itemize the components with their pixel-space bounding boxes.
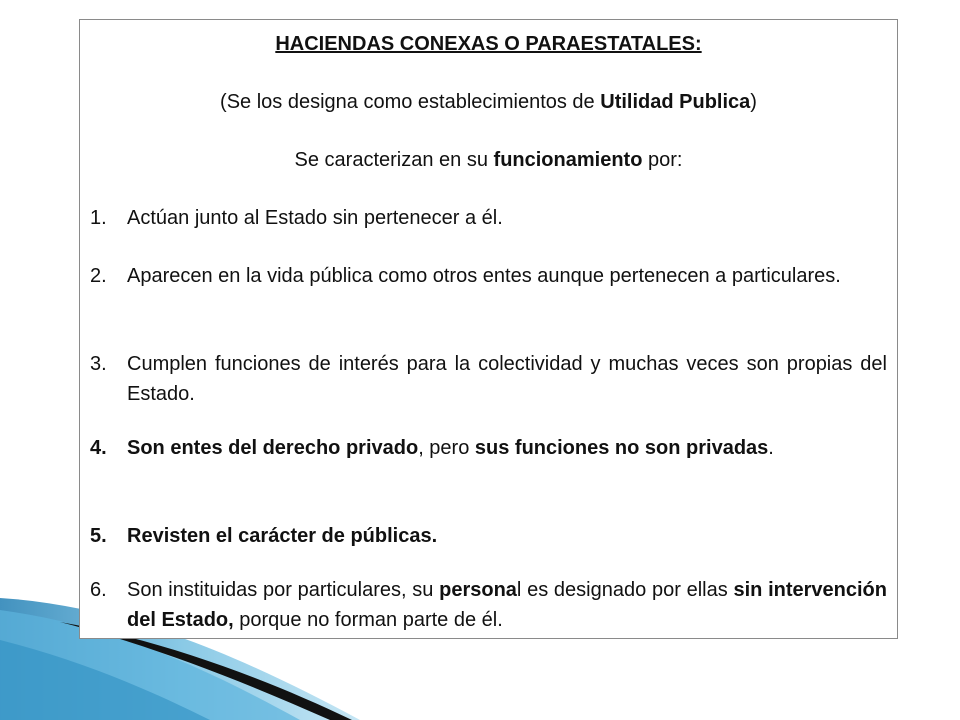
item-number: 3. xyxy=(90,353,107,375)
item-number: 1. xyxy=(90,207,107,229)
item-bold-text: sus funciones no son privadas xyxy=(474,437,769,459)
item-bold-text: Son entes del derecho privado xyxy=(127,437,419,459)
item-text: Aparecen en la vida pública como otros entes aunque pertenecen a particulares. xyxy=(127,265,841,287)
intro-text: Se caracterizan en su xyxy=(294,149,494,171)
item-number: 5. xyxy=(90,525,107,547)
page-title: HACIENDAS CONEXAS O PARAESTATALES: xyxy=(275,33,702,55)
intro-line xyxy=(80,145,897,175)
list-item xyxy=(90,521,887,551)
item-text: Cumplen funciones de interés para la colectividad y muchas veces son propias del Estado. xyxy=(127,353,887,405)
item-text: Revisten el carácter de públicas. xyxy=(127,525,438,547)
item-plain-text: l es designado por ellas xyxy=(516,579,734,601)
item-text: Actúan junto al Estado sin pertenecer a él. xyxy=(127,207,503,229)
item-plain-text: , pero xyxy=(418,437,475,459)
list-item xyxy=(90,261,887,291)
list-item xyxy=(90,575,887,635)
item-plain-text: Son instituidas por particulares, su xyxy=(127,579,440,601)
subtitle-bold: Utilidad Publica xyxy=(600,91,751,113)
content-box xyxy=(79,19,898,639)
list-item xyxy=(90,433,887,463)
subtitle-suffix: ) xyxy=(750,91,757,113)
list-item xyxy=(90,203,887,233)
item-number: 6. xyxy=(90,579,107,601)
item-bold-text: sin intervención del Estado, xyxy=(127,579,887,631)
item-number: 2. xyxy=(90,265,107,287)
item-text xyxy=(127,575,887,635)
intro-suffix: por: xyxy=(642,149,683,171)
intro-bold: funcionamiento xyxy=(493,149,643,171)
subtitle xyxy=(80,87,897,117)
item-number: 4. xyxy=(90,437,107,459)
item-text xyxy=(127,433,887,463)
item-plain-text: . xyxy=(768,437,774,459)
item-plain-text: porque no forman parte de él. xyxy=(233,609,503,631)
list-item xyxy=(90,349,887,409)
item-bold-text: persona xyxy=(439,579,517,601)
subtitle-text: (Se los designa como establecimientos de xyxy=(220,91,601,113)
